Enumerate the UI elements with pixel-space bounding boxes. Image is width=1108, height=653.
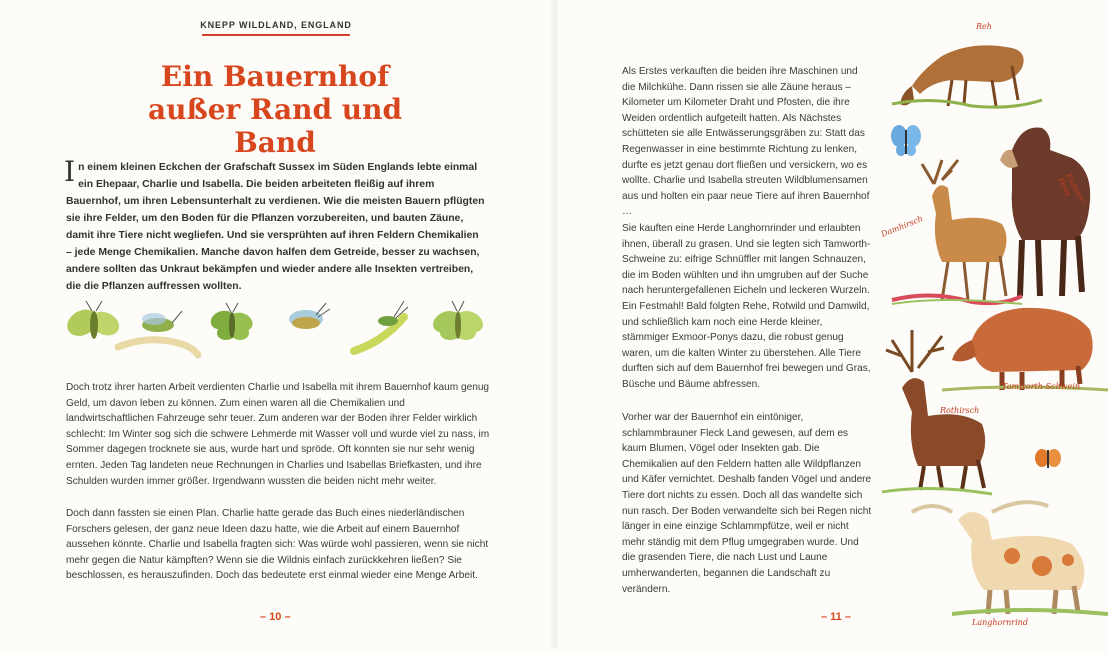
title-line-1: Ein Bauernhof [160, 60, 390, 93]
insect-illustration-3 [208, 303, 255, 340]
running-head [200, 20, 352, 36]
left-page [0, 0, 552, 648]
animal-illustrations [872, 0, 1108, 648]
left-paragraph-2: Doch dann fassten sie einen Plan. Charlie hatte gerade das Buch eines niederländischen Forschers gelesen, der ganz neue Ideen dazu hatte, wie die Arbeit auf einem Bauernhof aussehen könnte. Charlie und Isabella fragten sich: Was würde wohl passieren, wenn sie nicht mehr gegen die Natur kämpften? Wenn sie die Wildnis einfach zurückkehren ließen? Sie beschlossen, es herauszufinden. Doch das bedeutete erst einmal wieder eine Menge Arbeit. [66, 508, 489, 582]
title-line-2: außer Rand und Band [147, 93, 403, 159]
longhorn-cattle-illustration [912, 502, 1108, 614]
fallow-deer-illustration [892, 160, 1022, 304]
insect-illustration-6 [429, 301, 486, 340]
right-paragraph-3: Vorher war der Bauernhof ein eintöniger, schlammbrauner Fleck Land gewesen, auf dem es kaum Blumen, Vögel oder Insekten gab. Die Chemikalien auf den Feldern hatten alle Wildpflanzen und Käfer vernichtet. Deshalb fanden Vögel und andere Tiere dort nichts zu essen. Doch all das wandelte sich nun rasch. Der Boden verwandelte sich bei Regen nicht länger in eine einzige Schlammpfütze, weil er nicht mehr ständig mit dem Pflug umgegraben wurde. Und die grasenden Tiere, die nach Lust und Laune umherwanderten, begannen die Landschaft zu verändern. [622, 412, 872, 595]
running-head-rule [202, 34, 350, 36]
right-paragraph-1: Als Erstes verkauften die beiden ihre Maschinen und die Milchkühe. Dann rissen sie alle Zäune heraus – Kilometer um Kilometer Draht und Pfosten, die ihre Weiden ordentlich aufgeteilt hatten. Als Nächstes schütteten sie alle Entwässerungsgräben zu: Statt das Regenwasser in eine bestimmte Richtung zu lenken, durfte es jetzt genau dort fließen und versickern, wo es wollte. Charlie und Isabella streuten Wildblumensamen aus und holten ein paar neue Tiere auf ihren Bauernhof … [622, 66, 870, 218]
insect-illustration-row [66, 285, 486, 365]
left-paragraph-1: Doch trotz ihrer harten Arbeit verdienten Charlie und Isabella mit ihrem Bauernhof kaum genug Geld, um davon leben zu können. Zum einen waren all die Chemikalien und landwirtschaftlichen Fahrzeuge sehr teuer. Zum anderen war der Boden ihrer Felder wirklich schlecht: Im Winter sog sich die schwere Lehmerde mit Wasser voll und wurde viel zu nass, im Sommer dagegen trocknete sie aus, wurde hart und spröde. Oft konnten sie nur sehr wenig ernten. Jeden Tag landeten neue Rechnungen in Charlies und Isabellas Briefkasten, und ihre Schulden wurden immer größer. Irgendwann wussten die beiden nicht mehr weiter. [66, 382, 490, 487]
tamworth-pig-illustration [942, 308, 1108, 390]
intro-text: n einem kleinen Eckchen der Grafschaft Sussex im Süden Englands lebte einmal ein Ehepaar, Charlie und Isabella. Die beiden arbeiteten fleißig auf ihrem Bauernhof, um ihren Lebensunterhalt zu verdienen. Wie die meisten Bauern pflügten sie ihre Felder, um den Boden für die Pflanzen vorzubereiten, und bauten Zäune, damit ihre Tiere nicht wegliefen. Und sie versprühten auf ihren Feldern Chemikalien – jede Menge Chemikalien. Manche davon halfen dem Getreide, besser zu wachsen, andere sollten das Unkraut bekämpfen und wieder andere alle Insekten vertreiben, die die Pflanzen auffressen wollten. [66, 162, 485, 292]
blue-butterfly-illustration [891, 125, 921, 156]
intro-paragraph [64, 155, 486, 295]
exmoor-pony-illustration [1000, 127, 1090, 296]
insect-illustration-4 [289, 303, 330, 329]
label-tamworth-schwein: Tamworth-Schwein [1002, 382, 1081, 391]
insect-illustration-2 [118, 311, 198, 355]
insect-illustration-5 [354, 301, 408, 351]
label-exmoor-pony: Exmoor-Pony [1056, 172, 1089, 207]
label-langhornrind: Langhornrind [972, 618, 1028, 627]
page-number-right: – 11 – [821, 611, 851, 623]
label-rothirsch: Rothirsch [940, 406, 980, 415]
chapter-title [120, 60, 430, 159]
label-damhirsch: Damhirsch [879, 214, 925, 239]
page-number-left: – 10 – [260, 611, 291, 623]
right-paragraph-2: Sie kauften eine Herde Langhornrinder und erlaubten ihnen, überall zu grasen. Und sie legten sich Tamworth-Schweine zu: eifrige Schnüffler mit langen Schnauzen, die im Boden wühlten und ihn umgruben auf der Suche nach heruntergefallenen Eicheln und leckeren Wurzeln. Ein Festmahl! Bald folgten Rehe, Rotwild und Damwild, und schließlich kam noch eine Herde kleiner, stämmiger Exmoor-Ponys dazu, die robust genug waren, um die kalten Winter zu überstehen. Alle Tiere durften sich auf dem Bauernhof frei bewegen und Gras, Büsche und Bäume abfressen. [622, 223, 871, 390]
running-head-text: KNEPP WILDLAND, ENGLAND [200, 20, 352, 30]
drop-cap: I [64, 155, 76, 188]
label-reh: Reh [976, 22, 992, 31]
roe-deer-illustration [892, 45, 1042, 107]
insect-illustration-1 [66, 301, 123, 341]
orange-butterfly-illustration [1035, 449, 1061, 468]
right-page [556, 0, 1108, 648]
animal-illustration-column [872, 0, 1108, 648]
